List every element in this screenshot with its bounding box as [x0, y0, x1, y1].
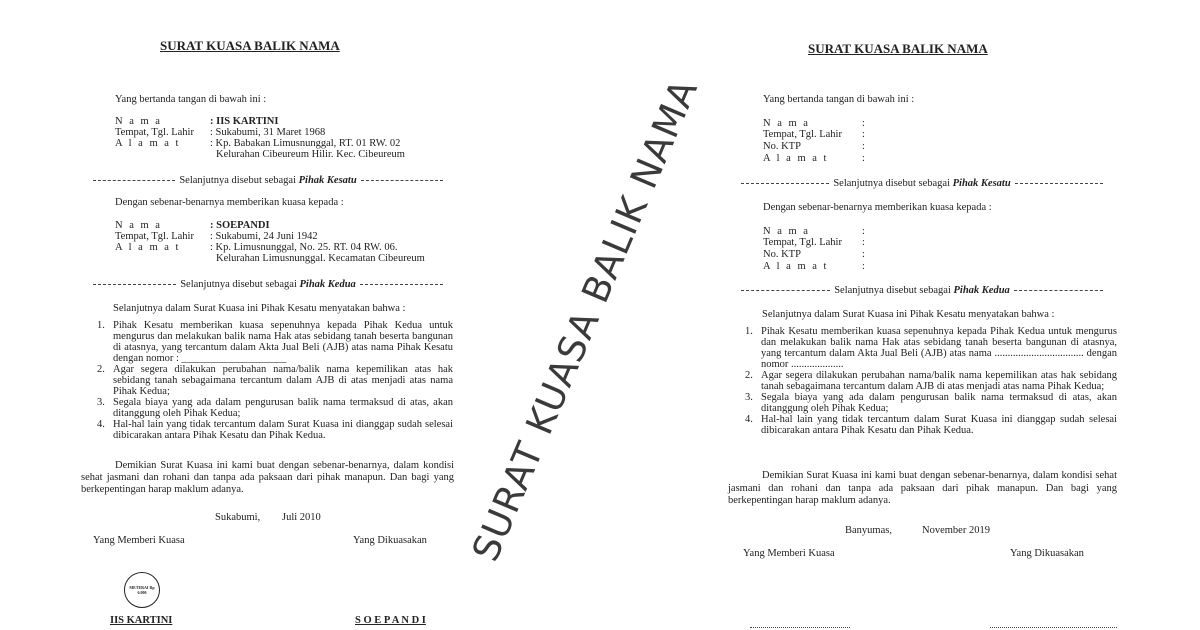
item-text: Segala biaya yang ada dalam pengurusan balik nama termaksud di atas, akan ditanggung oleh Pihak Kedua; — [761, 392, 1117, 414]
colon: : — [862, 153, 865, 164]
receiver-label: Yang Dikuasakan — [353, 535, 427, 546]
signature-line-receiver — [990, 627, 1117, 628]
intro-text: Yang bertanda tangan di bawah ini : — [115, 94, 267, 105]
statement-text: Selanjutnya dalam Surat Kuasa ini Pihak Kesatu menyatakan bahwa : — [113, 303, 406, 314]
separator-pihak-kedua — [741, 285, 1103, 296]
label-ktp: No. KTP — [763, 141, 801, 152]
value-nama: : SOEPANDI — [210, 220, 270, 231]
label-alamat: A l a m a t — [763, 153, 829, 164]
grant-text: Dengan sebenar-benarnya memberikan kuasa kepada : — [763, 202, 992, 213]
label-ttl: Tempat, Tgl. Lahir — [115, 127, 194, 138]
item-text: Agar segera dilakukan perubahan nama/balik nama kepemilikan atas hak sebidang tanah sebagaimana tercantum dalam AJB di atas menjadi atas nama Pihak Kedua; — [113, 364, 453, 397]
giver-label: Yang Memberi Kuasa — [93, 535, 185, 546]
grant-text: Dengan sebenar-benarnya memberikan kuasa kepada : — [115, 197, 344, 208]
value-alamat-cont: Kelurahan Limusnunggal. Kecamatan Cibeureum — [216, 253, 425, 264]
statement-text: Selanjutnya dalam Surat Kuasa ini Pihak Kesatu menyatakan bahwa : — [762, 309, 1055, 320]
pihak-label: Pihak Kedua — [299, 279, 356, 290]
list-item — [97, 397, 453, 419]
item-text: Pihak Kesatu memberikan kuasa sepenuhnya kepada Pihak Kedua untuk mengurus dan melakukan balik nama Hak atas sebidang tanah beserta bangunan di atasnya, yang tercantum dalam Akta Jual Beli (AJB) atas nama Pihak Kesatu dengan nomor : ____________________ — [113, 320, 453, 364]
item-number: 1. — [97, 320, 105, 331]
colon: : — [862, 261, 865, 272]
value-alamat: : Kp. Babakan Limusnunggal, RT. 01 RW. 02 — [210, 138, 401, 149]
pihak-label: Pihak Kedua — [953, 285, 1010, 296]
item-text: Hal-hal lain yang tidak tercantum dalam Surat Kuasa ini dianggap sudah selesai dibicarakan antara Pihak Kesatu dan Pihak Kedua. — [761, 414, 1117, 436]
watermark-title: SURAT KUASA BALIK NAMA — [463, 72, 707, 568]
list-item — [745, 392, 1117, 414]
list-item — [97, 419, 453, 441]
pihak-label: Pihak Kesatu — [298, 175, 357, 186]
value-alamat: : Kp. Limusnunggal, No. 25. RT. 04 RW. 06. — [210, 242, 398, 253]
item-text: Agar segera dilakukan perubahan nama/balik nama kepemilikan atas hak sebidang tanah sebagaimana tercantum dalam AJB di atas menjadi atas nama Pihak Kedua; — [761, 370, 1117, 392]
colon: : — [862, 226, 865, 237]
item-number: 2. — [745, 370, 753, 381]
separator-pihak-kesatu — [741, 178, 1103, 189]
value-ttl: : Sukabumi, 24 Juni 1942 — [210, 231, 318, 242]
label-nama: N a m a — [763, 226, 810, 237]
label-nama: N a m a — [115, 116, 162, 127]
colon: : — [862, 118, 865, 129]
item-text: Segala biaya yang ada dalam pengurusan balik nama termaksud di atas, akan ditanggung oleh Pihak Kedua; — [113, 397, 453, 419]
list-item — [97, 320, 453, 364]
separator-pihak-kesatu — [93, 175, 443, 186]
document-title: SURAT KUASA BALIK NAMA — [160, 38, 340, 53]
colon: : — [862, 141, 865, 152]
terms-list — [745, 326, 1117, 436]
place: Sukabumi, — [215, 512, 261, 523]
separator-text: Selanjutnya disebut sebagai — [179, 175, 296, 186]
list-item — [745, 326, 1117, 370]
list-item — [97, 364, 453, 397]
value-alamat-cont: Kelurahan Cibeureum Hilir. Kec. Cibeureum — [216, 149, 405, 160]
signature-name-giver: IIS KARTINI — [110, 615, 173, 626]
signature-name-receiver: S O E P A N D I — [355, 615, 426, 626]
colon: : — [862, 249, 865, 260]
label-nama: N a m a — [763, 118, 810, 129]
label-ttl: Tempat, Tgl. Lahir — [115, 231, 194, 242]
list-item — [745, 414, 1117, 436]
label-ttl: Tempat, Tgl. Lahir — [763, 129, 842, 140]
signature-line-giver — [750, 627, 850, 628]
item-number: 1. — [745, 326, 753, 337]
closing-paragraph: Demikian Surat Kuasa ini kami buat dengan sebenar-benarnya, dalam kondisi sehat jasmani dan rohani dan tanpa ada paksaan dari pihak manapun. Dan bagi yang berkepentingan harap maklum adanya. — [728, 470, 1117, 506]
document-title: SURAT KUASA BALIK NAMA — [808, 41, 988, 56]
separator-text: Selanjutnya disebut sebagai — [834, 285, 951, 296]
terms-list — [97, 320, 453, 441]
item-number: 4. — [97, 419, 105, 430]
colon: : — [862, 129, 865, 140]
label-nama: N a m a — [115, 220, 162, 231]
value-ttl: : Sukabumi, 31 Maret 1968 — [210, 127, 326, 138]
item-text: Hal-hal lain yang tidak tercantum dalam Surat Kuasa ini dianggap sudah selesai dibicarakan antara Pihak Kesatu dan Pihak Kedua. — [113, 419, 453, 441]
separator-text: Selanjutnya disebut sebagai — [833, 178, 950, 189]
item-text: Pihak Kesatu memberikan kuasa sepenuhnya kepada Pihak Kedua untuk mengurus dan melakukan balik nama Hak atas sebidang tanah beserta bangunan di atasnya, yang tercantum dalam Akta Jual Beli (AJB) atas nama .................................. dengan nomor .................... — [761, 326, 1117, 370]
item-number: 3. — [97, 397, 105, 408]
giver-label: Yang Memberi Kuasa — [743, 548, 835, 559]
pihak-label: Pihak Kesatu — [952, 178, 1011, 189]
receiver-label: Yang Dikuasakan — [1010, 548, 1084, 559]
separator-pihak-kedua — [93, 279, 443, 290]
item-number: 4. — [745, 414, 753, 425]
item-number: 3. — [745, 392, 753, 403]
separator-text: Selanjutnya disebut sebagai — [180, 279, 297, 290]
label-ttl: Tempat, Tgl. Lahir — [763, 237, 842, 248]
label-ktp: No. KTP — [763, 249, 801, 260]
label-alamat: A l a m a t — [115, 138, 181, 149]
date: Juli 2010 — [282, 512, 321, 523]
list-item — [745, 370, 1117, 392]
place: Banyumas, — [845, 525, 892, 536]
label-alamat: A l a m a t — [763, 261, 829, 272]
closing-paragraph: Demikian Surat Kuasa ini kami buat dengan sebenar-benarnya, dalam kondisi sehat jasmani dan rohani dan tanpa ada paksaan dari pihak manapun. Dan bagi yang berkepentingan harap maklum adanya. — [81, 460, 454, 495]
label-alamat: A l a m a t — [115, 242, 181, 253]
meterai-stamp: METERAI Rp 6.000 — [124, 572, 160, 608]
date: November 2019 — [922, 525, 990, 536]
colon: : — [862, 237, 865, 248]
value-nama: : IIS KARTINI — [210, 116, 279, 127]
intro-text: Yang bertanda tangan di bawah ini : — [763, 94, 915, 105]
item-number: 2. — [97, 364, 105, 375]
